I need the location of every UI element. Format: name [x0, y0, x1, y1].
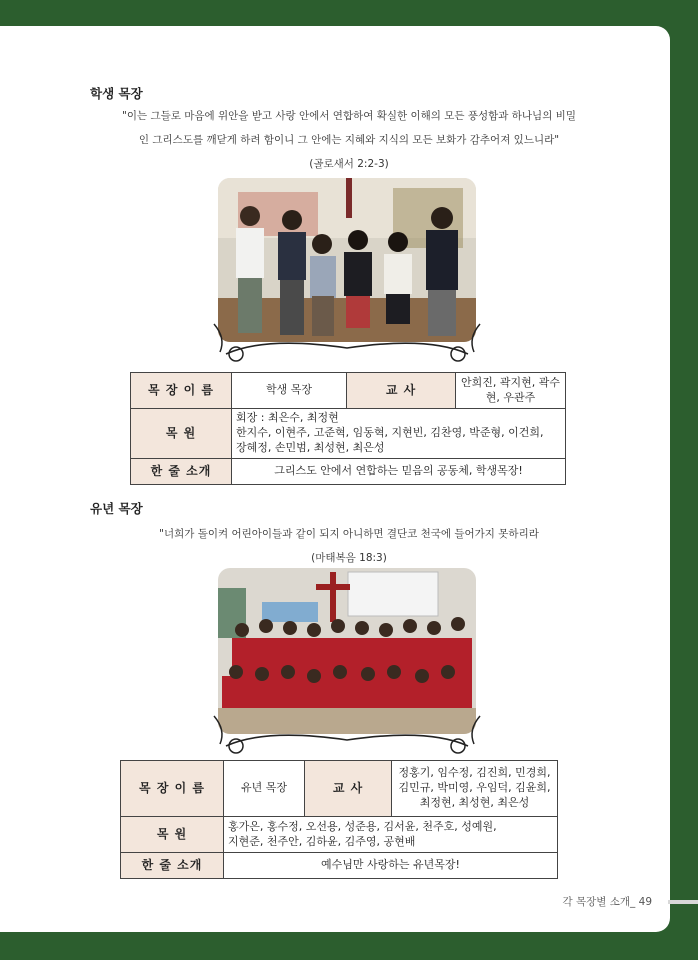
members-header: 목 원: [121, 817, 224, 853]
intro-value: 예수님만 사랑하는 유년목장!: [224, 853, 558, 879]
name-header: 목 장 이 름: [121, 761, 224, 817]
teacher-header: 교 사: [305, 761, 392, 817]
verse-reference: (마태복음 18:3): [311, 552, 387, 564]
verse-reference: (골로새서 2:2-3): [309, 158, 389, 170]
teacher-line: 정홍기, 임수정, 김진희, 민경희,: [398, 766, 551, 780]
teacher-value: 안희진, 곽지현, 곽수현, 우관주: [456, 373, 566, 409]
page-footer: 각 목장별 소개_ 49: [562, 896, 652, 908]
verse-line: 인 그리스도를 깨닫게 하려 함이니 그 안에는 지혜와 지식의 모든 보화가 감추어져 있느니라": [138, 134, 560, 146]
members-value: [232, 409, 566, 459]
ornament-divider: [206, 318, 488, 368]
ornament-divider: [206, 710, 488, 760]
teacher-line: 최정현, 최성현, 최은성: [419, 795, 530, 809]
footer-rule: [668, 900, 698, 904]
intro-header: 한 줄 소개: [131, 459, 232, 485]
members-line: 홍가은, 홍수정, 오선용, 성준용, 김서윤, 천주호, 성예원,: [228, 819, 497, 833]
teacher-value: [392, 761, 558, 817]
members-header: 목 원: [131, 409, 232, 459]
children-info-table: [120, 760, 558, 879]
members-line: 회장 : 최은수, 최정현: [236, 411, 339, 425]
teacher-line: 김민규, 박미영, 우임덕, 김윤희,: [398, 781, 551, 795]
members-line: 지현준, 천주안, 김하윤, 김주영, 공현배: [228, 834, 416, 848]
members-line: 한지수, 이현주, 고준혁, 임동혁, 지현빈, 김찬영, 박준형, 이건희,: [236, 426, 544, 440]
verse-line: "너희가 돌이켜 어린아이들과 같이 되지 아니하면 결단코 천국에 들어가지 못하리라: [159, 528, 539, 540]
intro-value: 그리스도 안에서 연합하는 믿음의 공동체, 학생목장!: [232, 459, 566, 485]
teacher-header: 교 사: [347, 373, 456, 409]
name-value: 학생 목장: [232, 373, 347, 409]
intro-header: 한 줄 소개: [121, 853, 224, 879]
members-line: 장혜정, 손민범, 최성현, 최은성: [236, 440, 385, 454]
student-info-table: [130, 372, 566, 485]
members-value: [224, 817, 558, 853]
section-title-student: 학생 목장: [90, 86, 143, 101]
verse-line: "이는 그들로 마음에 위안을 받고 사랑 안에서 연합하여 확실한 이해의 모든 풍성함과 하나님의 비밀: [122, 110, 576, 122]
name-value: 유년 목장: [224, 761, 305, 817]
name-header: 목 장 이 름: [131, 373, 232, 409]
section-title-children: 유년 목장: [90, 501, 143, 516]
